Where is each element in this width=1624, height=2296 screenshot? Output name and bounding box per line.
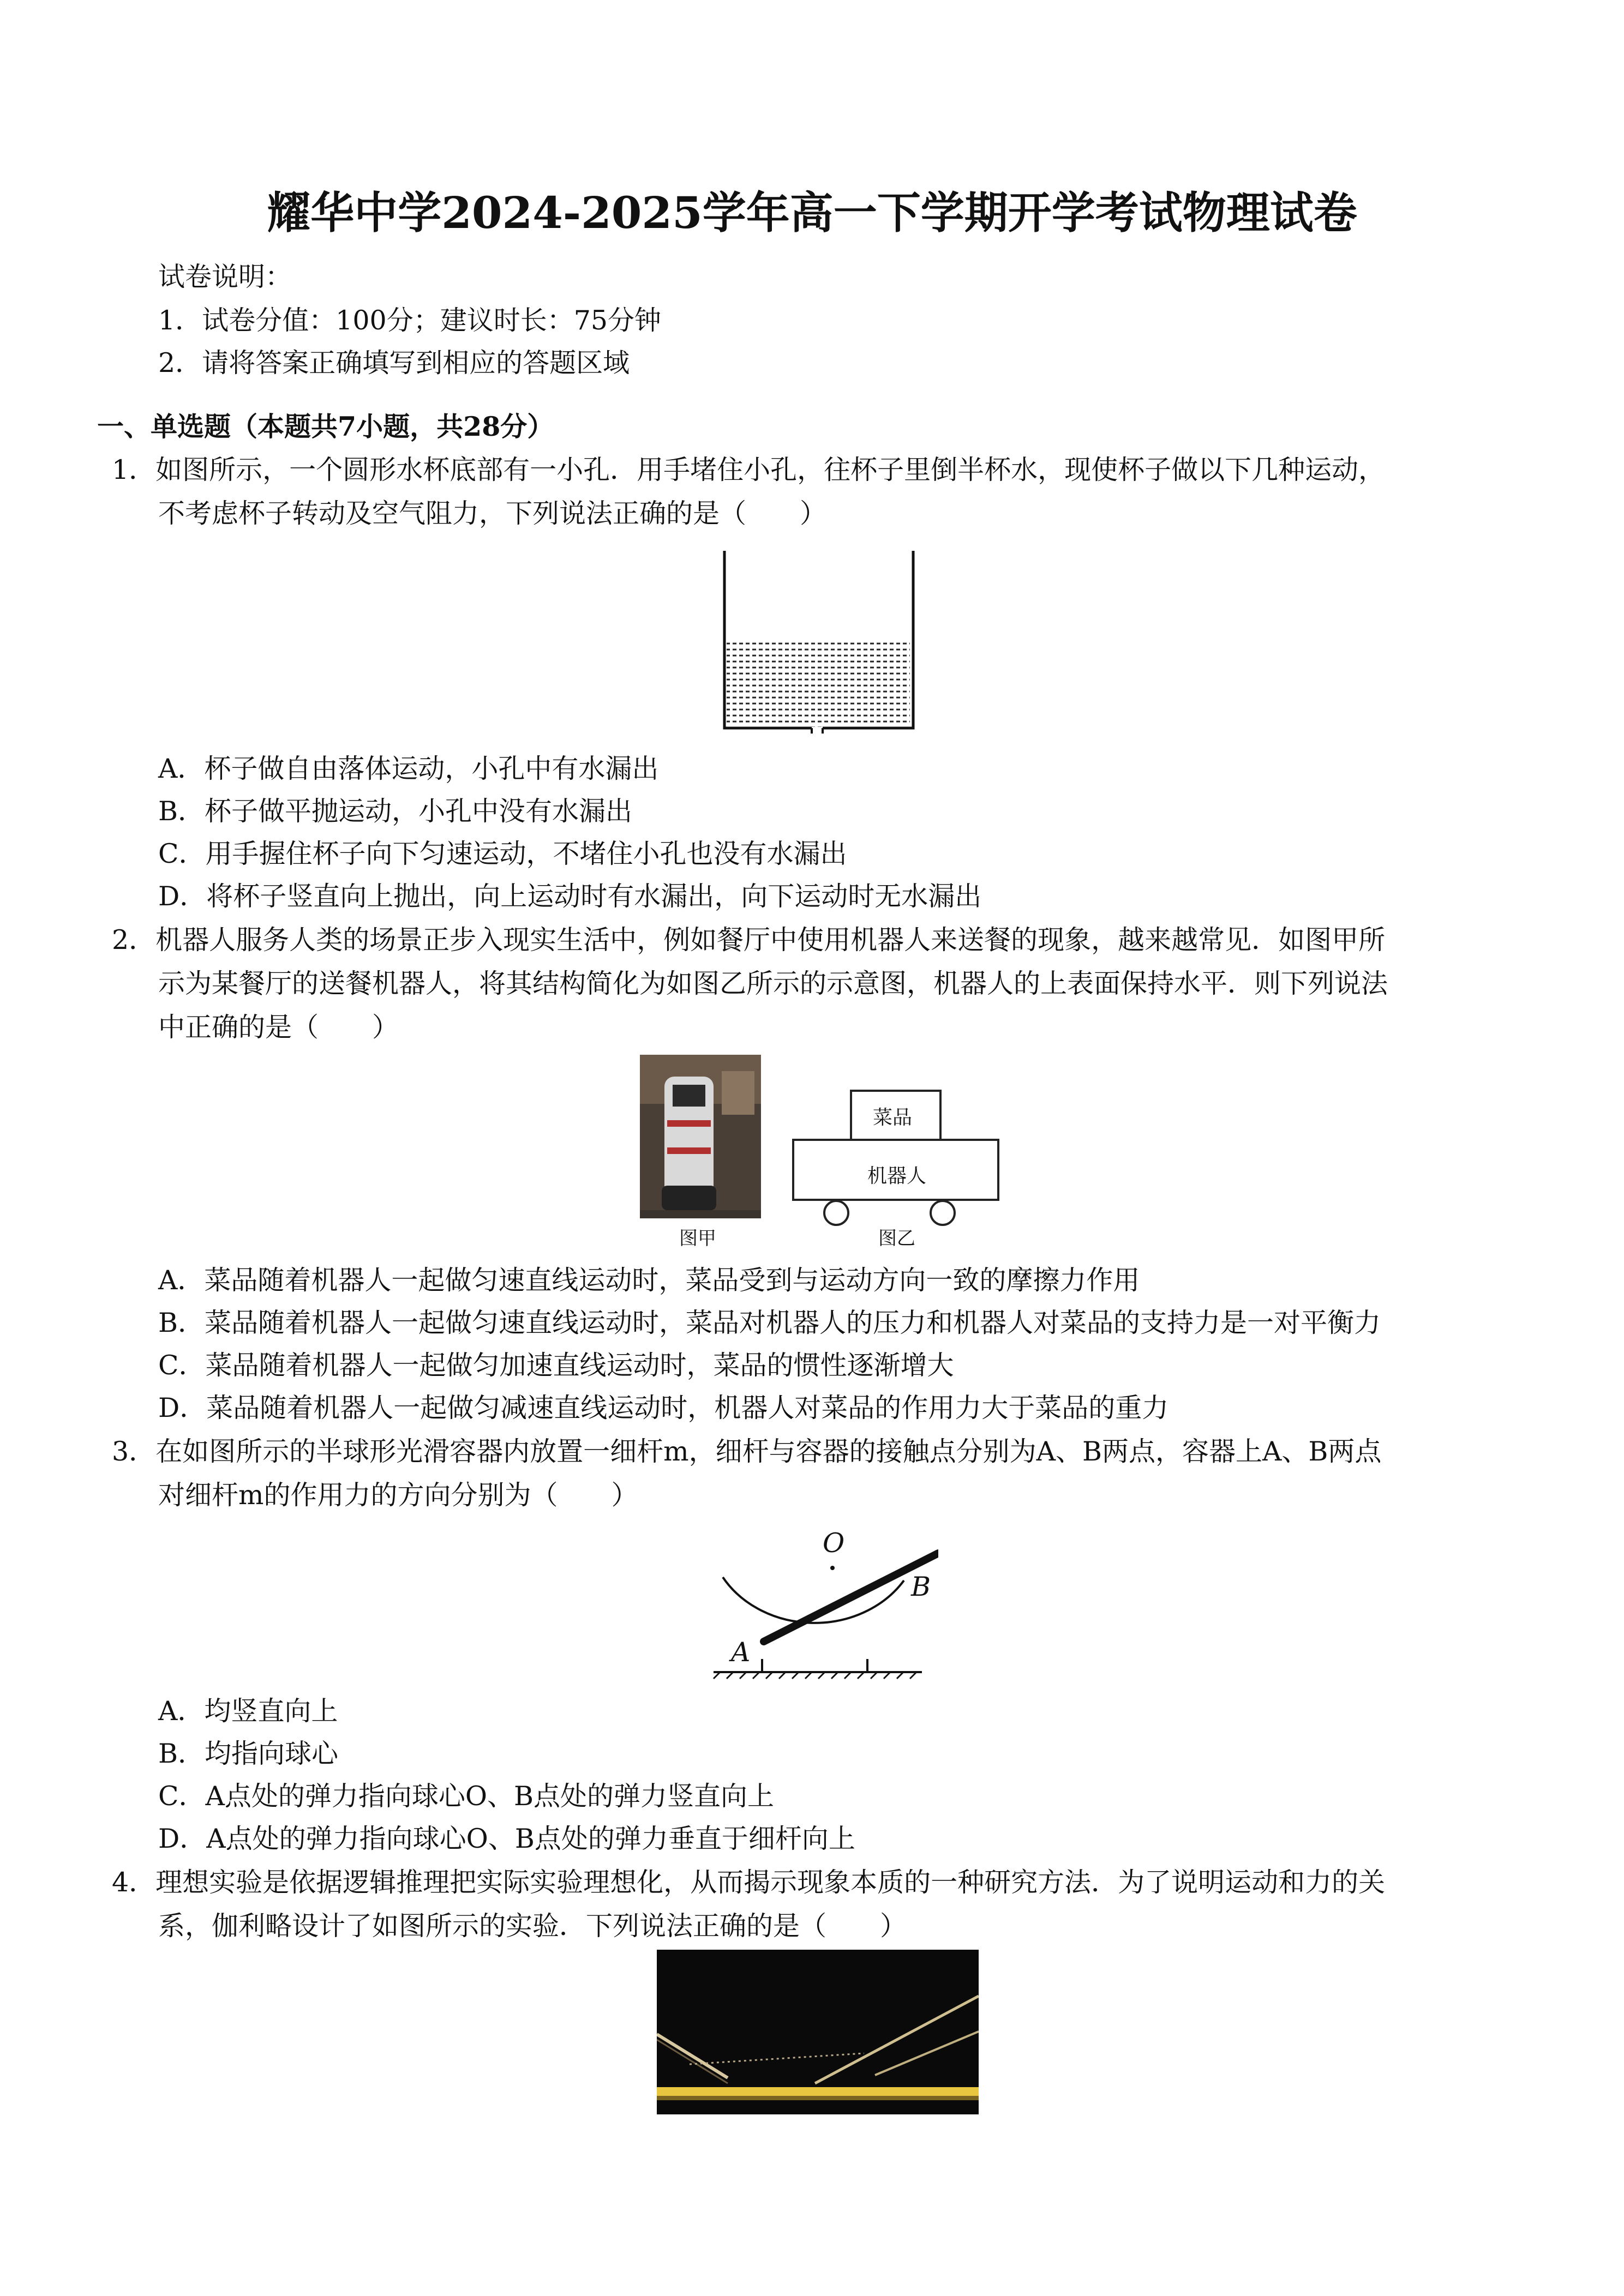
option-b: B．杯子做平抛运动，小孔中没有水漏出: [158, 796, 633, 827]
section-heading: 一、单选题（本题共7小题，共28分）: [97, 411, 554, 442]
robot-photo: [640, 1055, 761, 1218]
instruction-item: 1．试卷分值：100分；建议时长：75分钟: [158, 305, 662, 336]
option-c: C．用手握住杯子向下匀速运动，不堵住小孔也没有水漏出: [158, 838, 847, 869]
option-d: D．将杯子竖直向上抛出，向上运动时有水漏出，向下运动时无水漏出: [158, 881, 982, 912]
option-d: D．菜品随着机器人一起做匀减速直线运动时，机器人对菜品的作用力大于菜品的重力: [158, 1392, 1169, 1423]
cup-figure: [719, 551, 921, 736]
option-a: A．均竖直向上: [158, 1696, 338, 1727]
question-text: 不考虑杯子转动及空气阻力，下列说法正确的是（ ）: [158, 498, 827, 529]
question-text: 中正确的是（ ）: [158, 1012, 399, 1043]
point-a-label: A: [731, 1637, 751, 1668]
figure-caption: 图甲: [679, 1228, 716, 1249]
option-c: C．菜品随着机器人一起做匀加速直线运动时，菜品的惯性逐渐增大: [158, 1350, 954, 1381]
question-text: 3．在如图所示的半球形光滑容器内放置一细杆m，细杆与容器的接触点分别为A、B两点，容器上A、B两点: [112, 1436, 1382, 1467]
option-a: A．菜品随着机器人一起做匀速直线运动时，菜品受到与运动方向一致的摩擦力作用: [158, 1265, 1140, 1296]
point-b-label: B: [911, 1571, 931, 1602]
option-b: B．菜品随着机器人一起做匀速直线运动时，菜品对机器人的压力和机器人对菜品的支持力是一对平衡力: [158, 1307, 1381, 1338]
dish-label: 菜品: [873, 1107, 913, 1129]
question-text: 示为某餐厅的送餐机器人，将其结构简化为如图乙所示的示意图，机器人的上表面保持水平．则下列说法: [158, 968, 1388, 999]
option-d: D．A点处的弹力指向球心O、B点处的弹力垂直于细杆向上: [158, 1823, 855, 1854]
option-b: B．均指向球心: [158, 1738, 339, 1769]
page-title: 耀华中学2024-2025学年高一下学期开学考试物理试卷: [267, 187, 1357, 238]
galileo-experiment-photo: [657, 1950, 979, 2114]
robot-label: 机器人: [867, 1165, 927, 1187]
instruction-item: 2．请将答案正确填写到相应的答题区域: [158, 347, 630, 378]
instructions-heading: 试卷说明：: [158, 261, 292, 292]
question-text: 对细杆m的作用力的方向分别为（ ）: [158, 1480, 638, 1511]
point-o-label: O: [823, 1528, 845, 1559]
option-c: C．A点处的弹力指向球心O、B点处的弹力竖直向上: [158, 1781, 775, 1812]
question-text: 1．如图所示，一个圆形水杯底部有一小孔．用手堵住小孔，往杯子里倒半杯水，现使杯子做以下几种运动，: [112, 454, 1386, 485]
question-text: 4．理想实验是依据逻辑推理把实际实验理想化，从而揭示现象本质的一种研究方法．为了说明运动和力的关: [112, 1867, 1386, 1898]
question-text: 2．机器人服务人类的场景正步入现实生活中，例如餐厅中使用机器人来送餐的现象，越来越常见．如图甲所: [112, 924, 1386, 955]
question-text: 系，伽利略设计了如图所示的实验．下列说法正确的是（ ）: [158, 1910, 907, 1942]
figure-caption: 图乙: [878, 1228, 915, 1249]
option-a: A．杯子做自由落体运动，小孔中有水漏出: [158, 753, 659, 784]
